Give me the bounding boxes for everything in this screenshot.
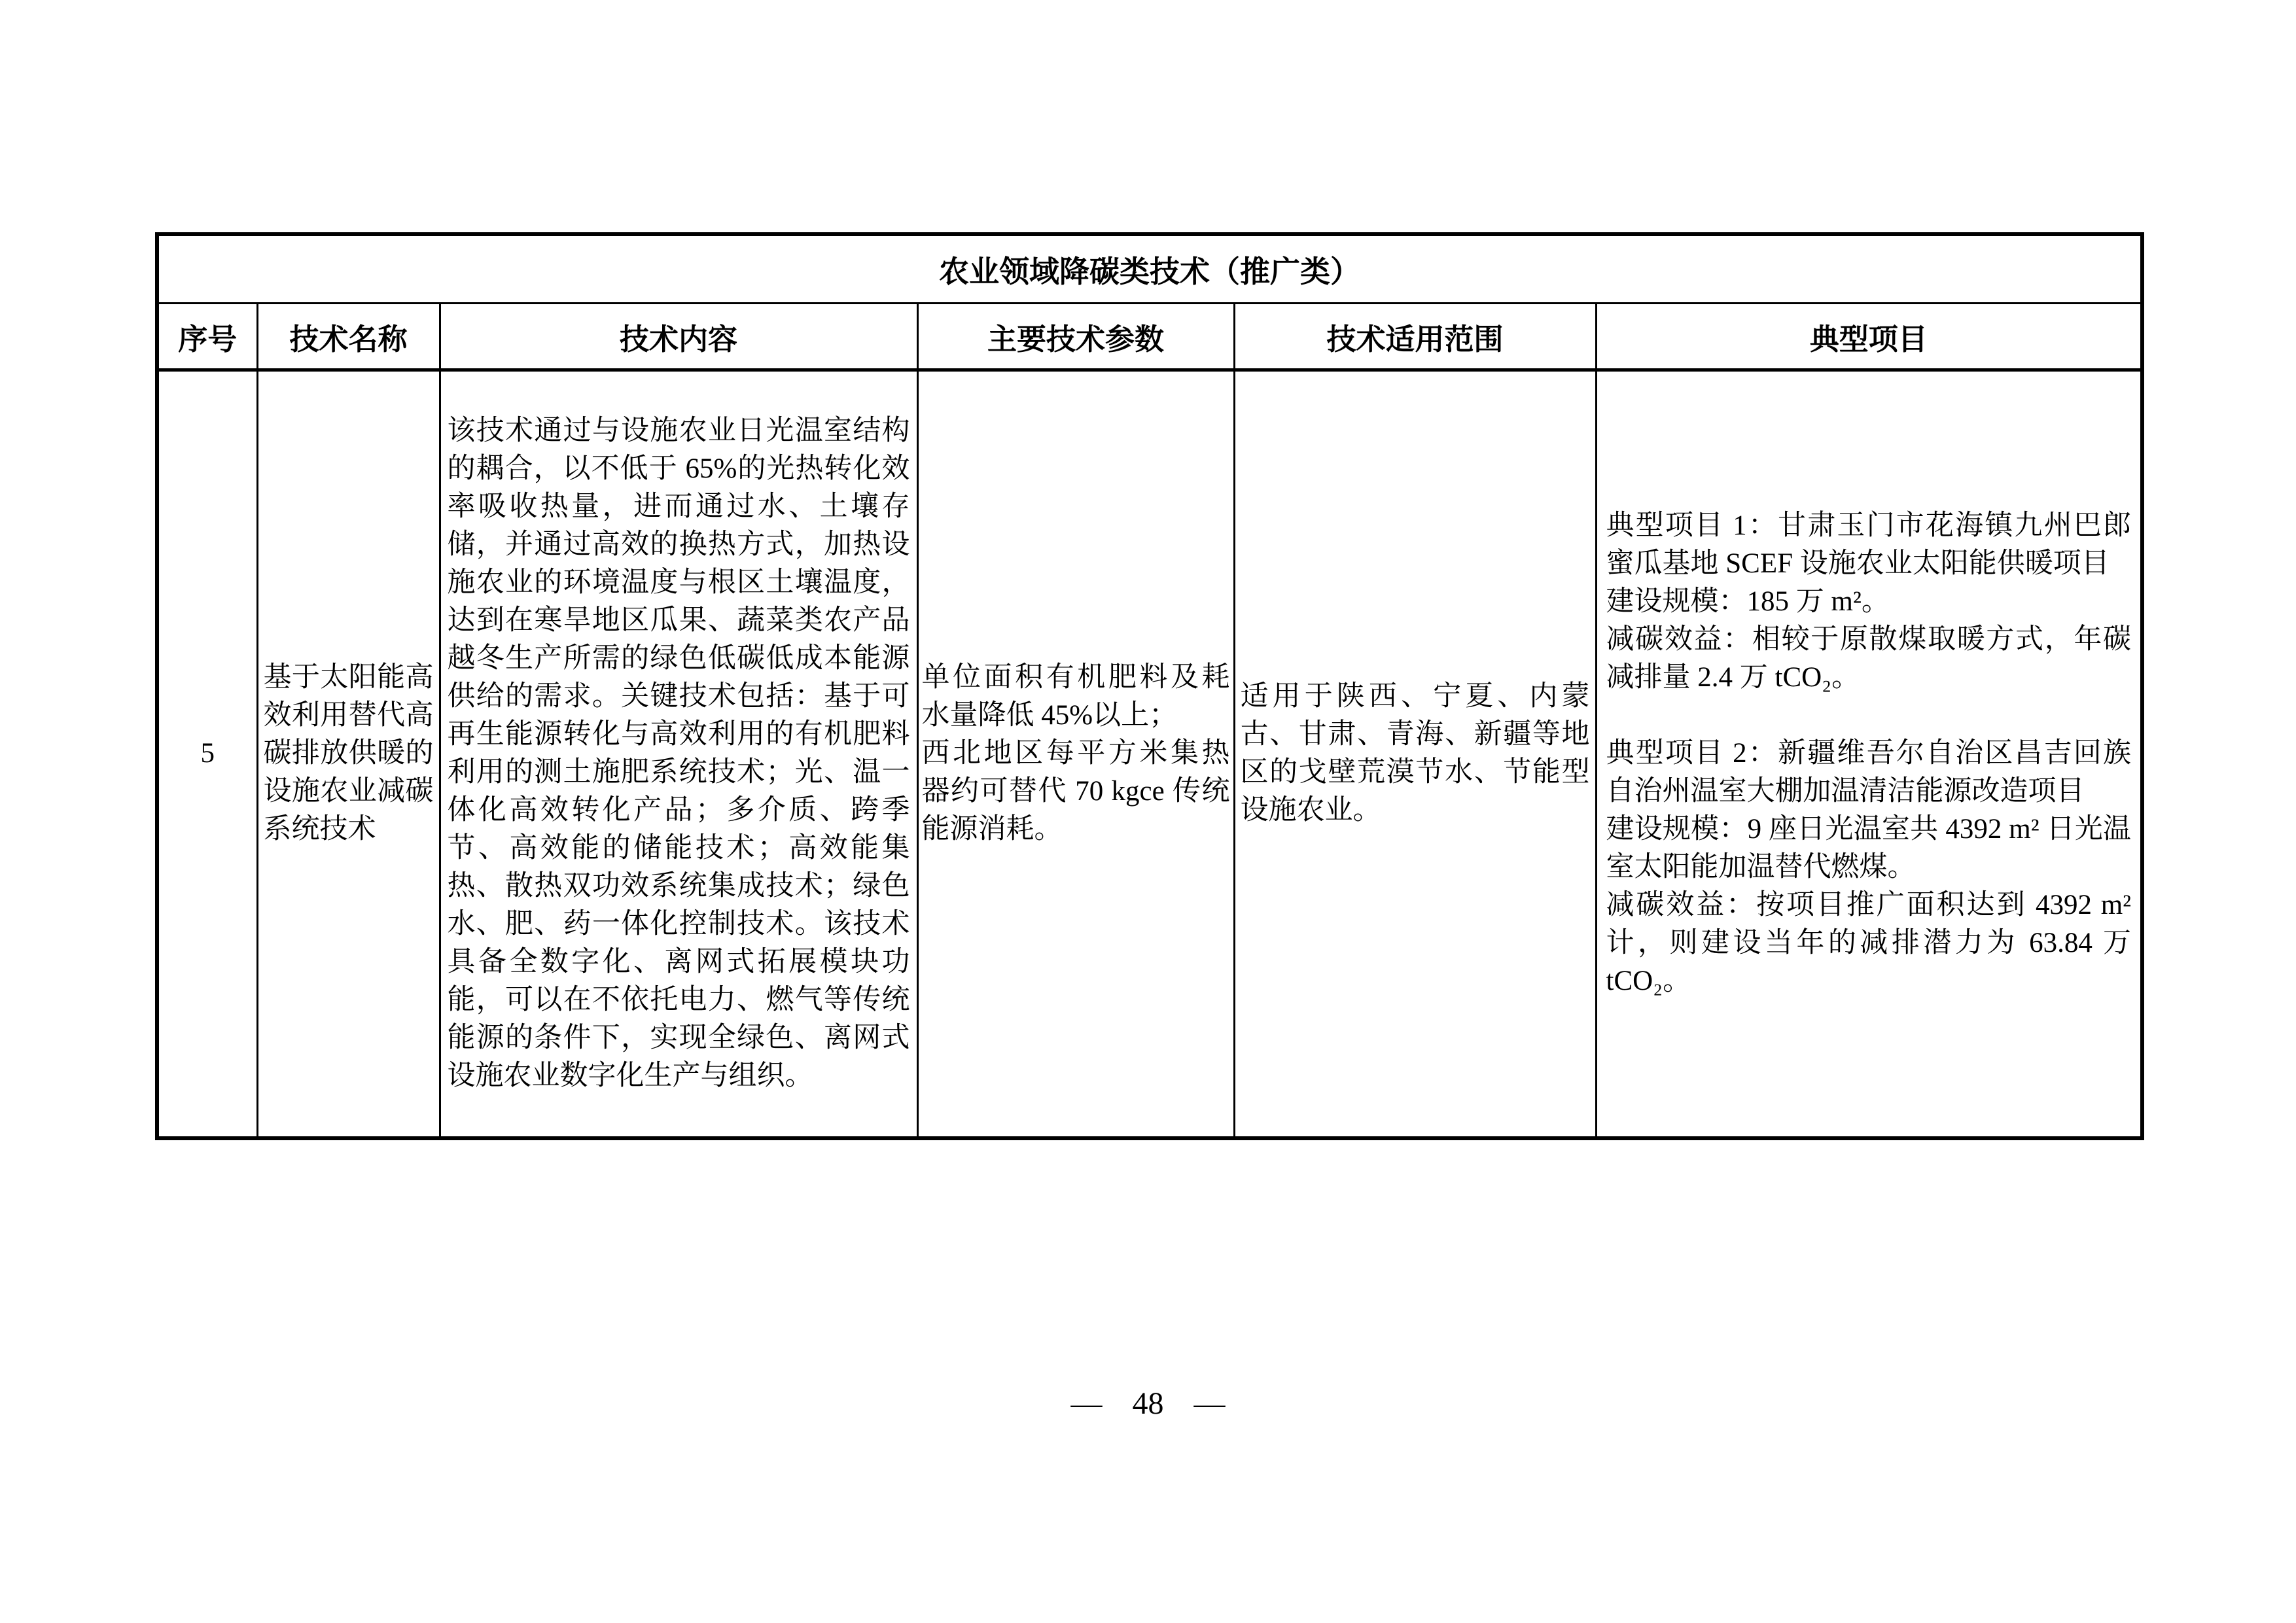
header-content: 技术内容 bbox=[440, 304, 917, 370]
typical-project-2 bbox=[1606, 735, 2132, 1000]
table-row bbox=[157, 370, 2142, 1138]
technology-name: 基于太阳能高效利用替代高碳排放供暖的设施农业减碳系统技术 bbox=[257, 370, 440, 1138]
technology-parameters bbox=[917, 370, 1234, 1138]
project-scale-line: 建设规模：185 万 m²。 bbox=[1606, 586, 1890, 618]
typical-projects bbox=[1596, 370, 2142, 1138]
table-title: 农业领域降碳类技术（推广类） bbox=[157, 234, 2142, 304]
header-projects: 典型项目 bbox=[1596, 304, 2142, 370]
page-number: 48 bbox=[1132, 1386, 1164, 1421]
typical-project-1 bbox=[1606, 507, 2132, 697]
parameter-line: 西北地区每平方米集热器约可替代 70 kgce 传统能源消耗。 bbox=[921, 738, 1230, 845]
header-name: 技术名称 bbox=[257, 304, 440, 370]
project-benefit-line: 减碳效益：相较于原散煤取暖方式，年碳减排量 2.4 万 tCO₂。 bbox=[1606, 624, 2132, 693]
row-index: 5 bbox=[157, 370, 257, 1138]
table-title-row bbox=[157, 234, 2142, 304]
header-index: 序号 bbox=[157, 304, 257, 370]
header-scope: 技术适用范围 bbox=[1234, 304, 1596, 370]
footer-dash-left: — bbox=[1070, 1386, 1103, 1421]
project-benefit-line: 减碳效益：按项目推广面积达到 4392 m² 计，则建设当年的减排潜力为 63.84 万 tCO₂。 bbox=[1606, 890, 2132, 997]
project-title-line: 典型项目 1：甘肃玉门市花海镇九州巴郎蜜瓜基地 SCEF 设施农业太阳能供暖项目 bbox=[1606, 510, 2132, 580]
table-header-row bbox=[157, 304, 2142, 370]
project-title-line: 典型项目 2：新疆维吾尔自治区昌吉回族自治州温室大棚加温清洁能源改造项目 bbox=[1606, 738, 2132, 807]
technology-table bbox=[155, 232, 2144, 1140]
parameter-line: 单位面积有机肥料及耗水量降低 45%以上； bbox=[921, 662, 1230, 731]
page-footer bbox=[0, 1386, 2296, 1422]
technology-scope: 适用于陕西、宁夏、内蒙古、甘肃、青海、新疆等地区的戈壁荒漠节水、节能型设施农业。 bbox=[1234, 370, 1596, 1138]
footer-dash-right: — bbox=[1193, 1386, 1226, 1421]
header-params: 主要技术参数 bbox=[917, 304, 1234, 370]
project-scale-line: 建设规模：9 座日光温室共 4392 m² 日光温室太阳能加温替代燃煤。 bbox=[1606, 814, 2132, 883]
technology-content: 该技术通过与设施农业日光温室结构的耦合，以不低于 65%的光热转化效率吸收热量，进而通过水、土壤存储，并通过高效的换热方式，加热设施农业的环境温度与根区土壤温度，达到在寒旱地区瓜果、蔬菜类农产品越冬生产所需的绿色低碳低成本能源供给的需求。关键技术包括：基于可再生能源转化与高效利用的有机肥料利用的测土施肥系统技术；光、温一体化高效转化产品；多介质、跨季节、高效能的储能技术；高效能集热、散热双功效系统集成技术；绿色水、肥、药一体化控制技术。该技术具备全数字化、离网式拓展模块功能，可以在不依托电力、燃气等传统能源的条件下，实现全绿色、离网式设施农业数字化生产与组织。 bbox=[440, 370, 917, 1138]
